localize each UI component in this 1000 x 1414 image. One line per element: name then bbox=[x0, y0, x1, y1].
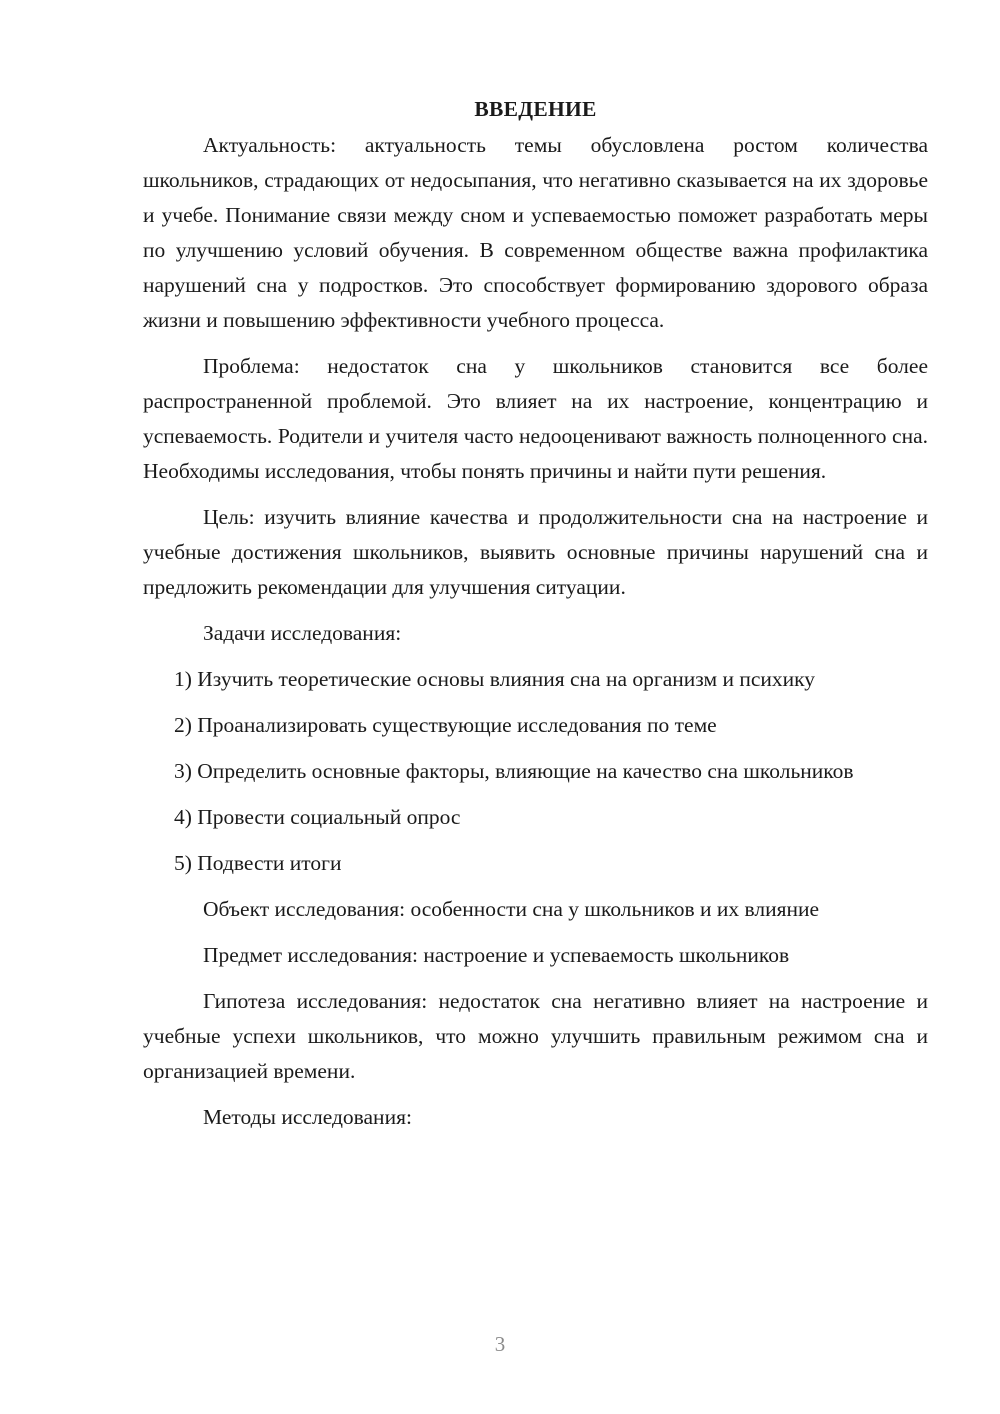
task-item: 2) Проанализировать существующие исследования по теме bbox=[174, 713, 717, 737]
paragraph-object: Объект исследования: особенности сна у школьников и их влияние bbox=[203, 897, 820, 921]
section-title: ВВЕДЕНИЕ bbox=[474, 97, 597, 121]
tasks-heading: Задачи исследования: bbox=[203, 621, 402, 645]
paragraph-hypothesis: Гипотеза исследования: недостаток сна негативно влияет на настроение и учебные успехи школьников, что можно улучшить правильным режимом сна и организацией времени. bbox=[143, 989, 928, 1083]
paragraph-problem: Проблема: недостаток сна у школьников становится все более распространенной проблемой. Это влияет на их настроение, концентрацию и успеваемость. Родители и учителя часто недооценивают важность полноценного сна. Необходимы исследования, чтобы понять причины и найти пути решения. bbox=[143, 354, 928, 483]
paragraph-goal: Цель: изучить влияние качества и продолжительности сна на настроение и учебные достижения школьников, выявить основные причины нарушений сна и предложить рекомендации для улучшения ситуации. bbox=[143, 505, 928, 599]
paragraph-relevance: Актуальность: актуальность темы обусловлена ростом количества школьников, страдающих от недосыпания, что негативно сказывается на их здоровье и учебе. Понимание связи между сном и успеваемостью поможет разработать меры по улучшению условий обучения. В современном обществе важна профилактика нарушений сна у подростков. Это способствует формированию здорового образа жизни и повышению эффективности учебного процесса. bbox=[143, 133, 928, 332]
page-number: 3 bbox=[494, 1332, 506, 1356]
task-item: 4) Провести социальный опрос bbox=[174, 805, 461, 829]
task-item: 3) Определить основные факторы, влияющие на качество сна школьников bbox=[174, 759, 854, 783]
paragraph-subject: Предмет исследования: настроение и успеваемость школьников bbox=[203, 943, 790, 967]
document-page bbox=[143, 92, 928, 1146]
task-item: 5) Подвести итоги bbox=[174, 851, 342, 875]
task-item: 1) Изучить теоретические основы влияния сна на организм и психику bbox=[174, 667, 816, 691]
methods-heading: Методы исследования: bbox=[203, 1105, 412, 1129]
